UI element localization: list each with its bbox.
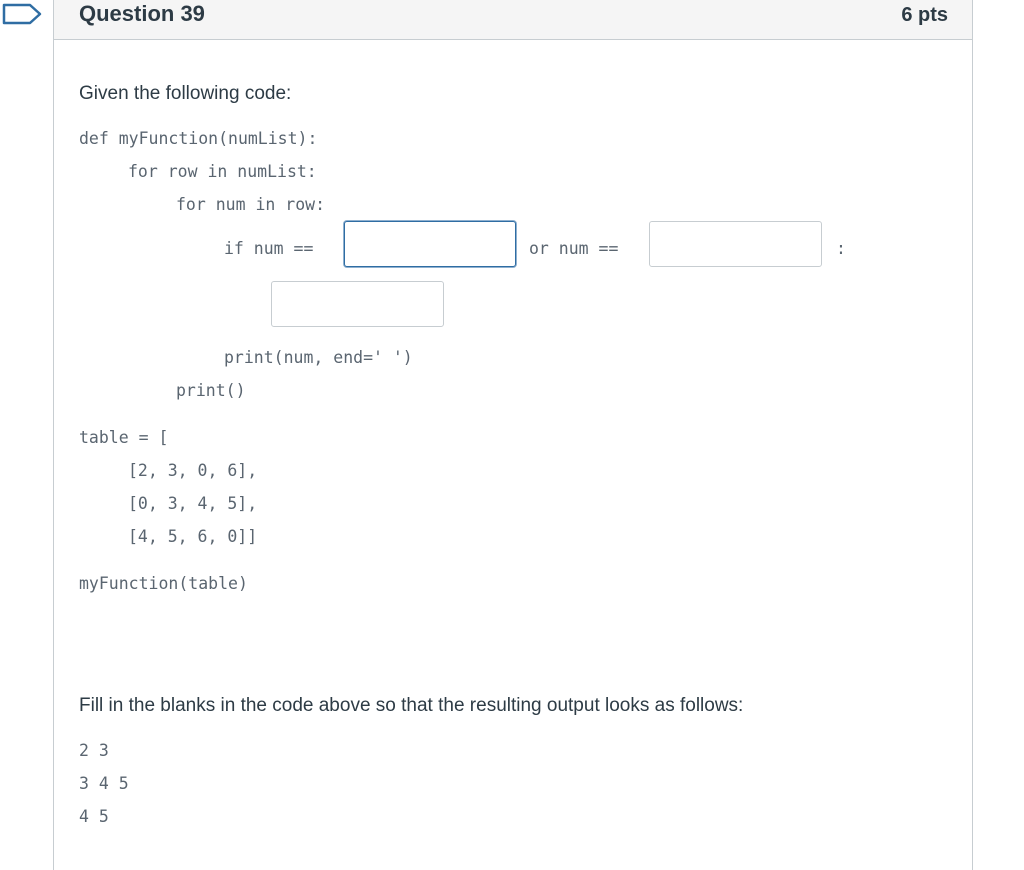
question-instructions: Fill in the blanks in the code above so that the resulting output looks as follows: — [79, 695, 744, 716]
output-line-3: 4 5 — [79, 807, 109, 826]
code-line-def: def myFunction(numList): — [79, 129, 318, 148]
code-line-table: table = [ — [79, 428, 169, 447]
question-intro: Given the following code: — [79, 83, 292, 104]
code-line-row-1: [2, 3, 0, 6], — [128, 461, 258, 480]
code-line-if-prefix: if num == — [224, 239, 314, 258]
output-line-2: 3 4 5 — [79, 774, 129, 793]
code-line-or-middle: or num == — [529, 239, 619, 258]
code-line-row-3: [4, 5, 6, 0]] — [128, 527, 258, 546]
question-header — [54, 0, 972, 40]
code-line-call: myFunction(table) — [79, 574, 248, 593]
output-line-1: 2 3 — [79, 741, 109, 760]
question-points: 6 pts — [901, 4, 948, 26]
blank-input-3[interactable] — [271, 281, 444, 327]
code-line-row-2: [0, 3, 4, 5], — [128, 494, 258, 513]
blank-input-2[interactable] — [649, 221, 822, 267]
code-line-print: print() — [176, 381, 246, 400]
question-title: Question 39 — [79, 1, 205, 26]
bookmark-flag-icon[interactable] — [0, 0, 46, 26]
code-line-for-num: for num in row: — [176, 195, 326, 214]
code-line-for-row: for row in numList: — [128, 162, 317, 181]
blank-input-1[interactable] — [344, 221, 516, 267]
code-line-print-num: print(num, end=' ') — [224, 348, 413, 367]
code-line-colon: : — [836, 239, 846, 258]
